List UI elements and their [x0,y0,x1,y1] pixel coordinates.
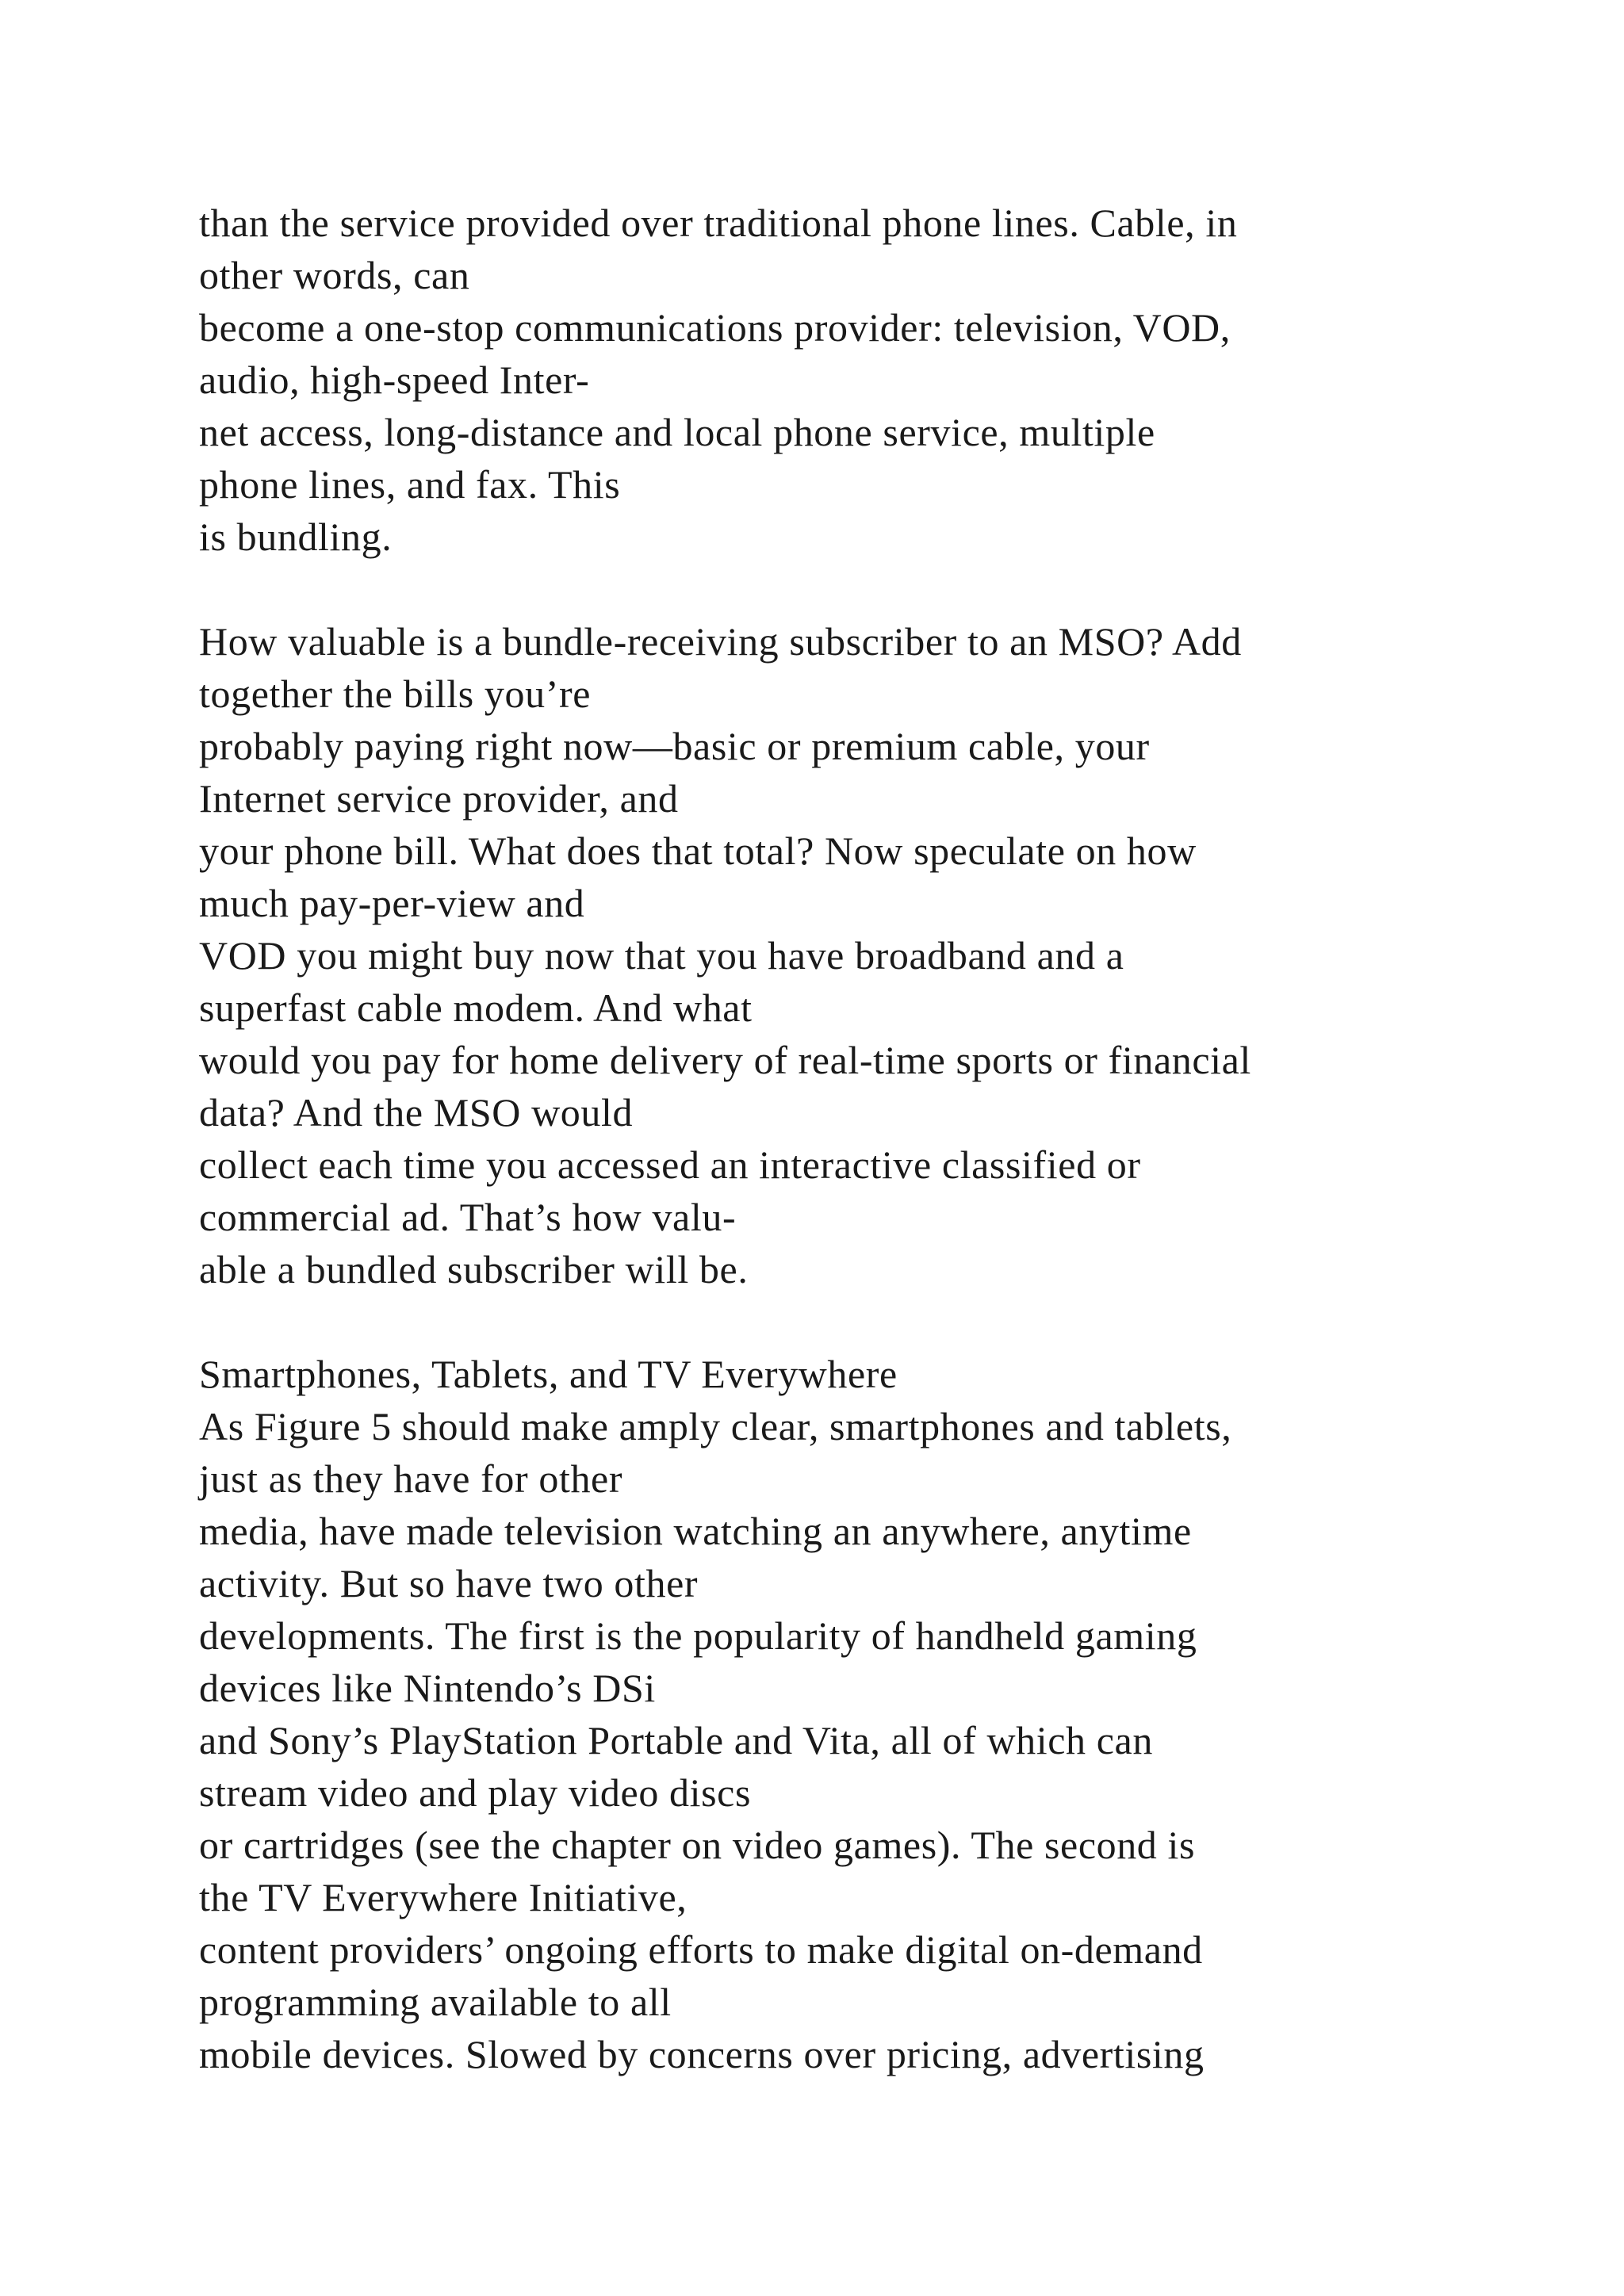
text-line: content providers’ ongoing efforts to make digital on-demand [199,1927,1203,1972]
body-text [199,197,1611,2080]
text-line: and Sony’s PlayStation Portable and Vita, all of which can [199,1718,1153,1762]
text-line: phone lines, and fax. This [199,462,621,507]
text-line: just as they have for other [199,1456,623,1501]
text-line: VOD you might buy now that you have broadband and a [199,933,1124,978]
text-line: devices like Nintendo’s DSi [199,1666,656,1710]
text-line: How valuable is a bundle-receiving subscriber to an MSO? Add [199,619,1242,664]
text-line: probably paying right now—basic or premium cable, your [199,724,1150,768]
text-line: than the service provided over traditional phone lines. Cable, in [199,201,1238,245]
text-line: or cartridges (see the chapter on video games). The second is [199,1823,1196,1867]
text-line: collect each time you accessed an interactive classified or [199,1142,1141,1187]
paragraph-gap [199,1295,1611,1348]
text-line: become a one-stop communications provider: television, VOD, [199,305,1231,350]
text-line: is bundling. [199,515,393,559]
text-line: your phone bill. What does that total? Now speculate on how [199,828,1197,873]
text-line: much pay-per-view and [199,881,585,925]
text-line: commercial ad. That’s how valu- [199,1195,737,1239]
text-line: able a bundled subscriber will be. [199,1247,749,1292]
text-line: developments. The first is the popularity of handheld gaming [199,1613,1197,1658]
paragraph-gap [199,563,1611,615]
text-line: would you pay for home delivery of real-time sports or financial [199,1038,1251,1082]
text-line: activity. But so have two other [199,1561,699,1605]
section-tv-everywhere [199,1348,1611,2080]
text-line: other words, can [199,253,470,297]
text-line: superfast cable modem. And what [199,985,753,1030]
text-line: together the bills you’re [199,672,592,716]
text-line: stream video and play video discs [199,1770,752,1815]
text-line: programming available to all [199,1980,672,2024]
text-line: net access, long-distance and local phone service, multiple [199,410,1155,454]
paragraph-bundling [199,197,1611,563]
text-line: data? And the MSO would [199,1090,634,1135]
text-line: audio, high-speed Inter- [199,358,590,402]
section-heading: Smartphones, Tablets, and TV Everywhere [199,1352,898,1396]
text-line: mobile devices. Slowed by concerns over pricing, advertising [199,2032,1205,2076]
text-line: Internet service provider, and [199,776,679,821]
text-line: the TV Everywhere Initiative, [199,1875,688,1919]
text-line: media, have made television watching an anywhere, anytime [199,1509,1192,1553]
paragraph-subscriber-value [199,615,1611,1295]
text-line: As Figure 5 should make amply clear, smartphones and tablets, [199,1404,1232,1448]
